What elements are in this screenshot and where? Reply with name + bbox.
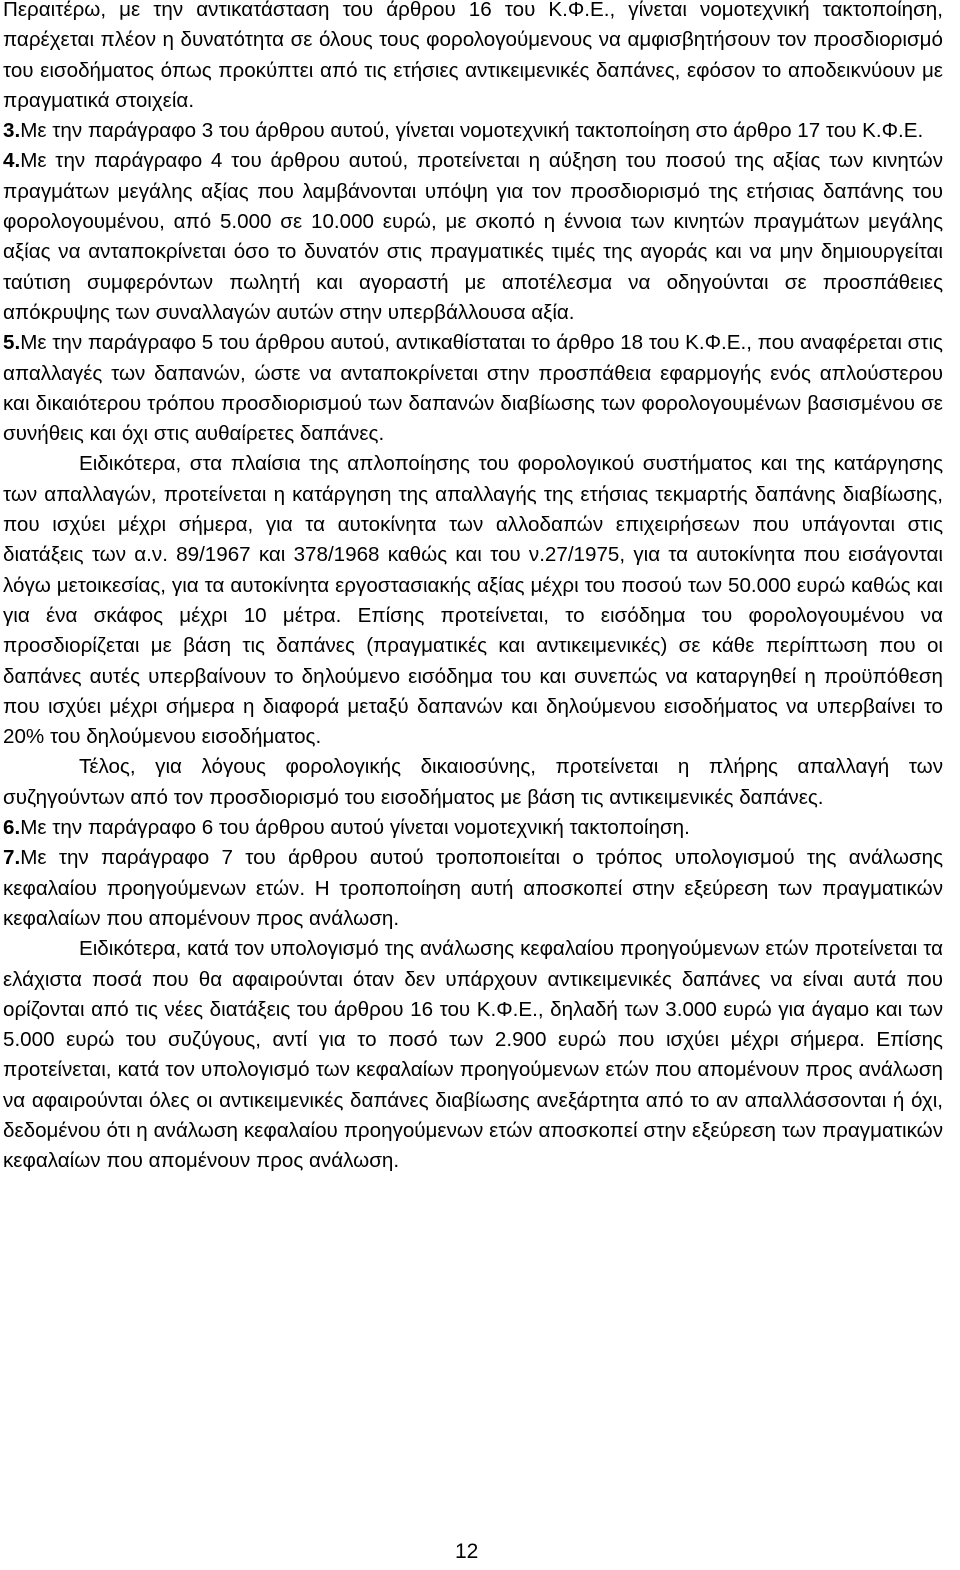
- paragraph-number: 6.: [3, 816, 21, 840]
- paragraph-number: 3.: [3, 119, 21, 143]
- paragraph-5: [3, 328, 943, 449]
- document-body: [3, 0, 943, 1177]
- paragraph-number: 7.: [3, 846, 21, 870]
- paragraph-7-details: [3, 934, 943, 1176]
- paragraph-5-conclusion: [3, 752, 943, 813]
- paragraph-6: [3, 813, 943, 843]
- paragraph-intro: [3, 0, 943, 116]
- page-number: 12: [455, 1540, 479, 1563]
- paragraph-text: Τέλος, για λόγους φορολογικής δικαιοσύνης, προτείνεται η πλήρης απαλλαγή των συζηγούντων από τον προσδιορισμό του εισοδήματος με βάση τις αντικειμενικές δαπάνες.: [3, 755, 943, 809]
- paragraph-number: 5.: [3, 331, 21, 355]
- paragraph-3: [3, 116, 943, 146]
- paragraph-text: Με την παράγραφο 4 του άρθρου αυτού, προτείνεται η αύξηση του ποσού της αξίας των κινητών πραγμάτων μεγάλης αξίας που λαμβάνονται υπόψη για τον προσδιορισμό της ετήσιας δαπάνης του φορολογουμένου, από 5.000 σε 10.000 ευρώ, με σκοπό η έννοια των κινητών πραγμάτων μεγάλης αξίας να ανταποκρίνεται όσο το δυνατόν στις πραγματικές τιμές της αγοράς και να μην δημιουργείται ταύτιση συμφερόντων πωλητή και αγοραστή με αποτέλεσμα να οδηγούνται σε προσπάθειες απόκρυψης των συναλλαγών αυτών στην υπερβάλλουσα αξία.: [3, 149, 943, 324]
- paragraph-text: Ειδικότερα, κατά τον υπολογισμό της ανάλωσης κεφαλαίου προηγούμενων ετών προτείνεται τα ελάχιστα ποσά που θα αφαιρούνται όταν δεν υπάρχουν αντικειμενικές δαπάνες να είναι αυτά που ορίζονται από τις νέες διατάξεις του άρθρου 16 του Κ.Φ.Ε., δηλαδή των 3.000 ευρώ για άγαμο και των 5.000 ευρώ του συζύγους, αντί για το ποσό των 2.900 ευρώ που ισχύει μέχρι σήμερα. Επίσης προτείνεται, κατά τον υπολογισμό των κεφαλαίων προηγούμενων ετών που απομένουν προς ανάλωση να αφαιρούνται όλες οι αντικειμενικές δαπάνες διαβίωσης ανεξάρτητα από το αν απαλλάσσονται ή όχι, δεδομένου ότι η ανάλωση κεφαλαίου προηγούμενων ετών αποσκοπεί στην εξεύρεση των πραγματικών κεφαλαίων που απομένουν προς ανάλωση.: [3, 937, 943, 1173]
- paragraph-text: Περαιτέρω, με την αντικατάσταση του άρθρου 16 του Κ.Φ.Ε., γίνεται νομοτεχνική τακτοποίηση, παρέχεται πλέον η δυνατότητα σε όλους τους φορολογούμενους να αμφισβητήσουν τον προσδιορισμό του εισοδήματος όπως προκύπτει από τις ετήσιες αντικειμενικές δαπάνες, εφόσον το αποδεικνύουν με πραγματικά στοιχεία.: [3, 0, 943, 112]
- paragraph-7: [3, 843, 943, 934]
- paragraph-text: Ειδικότερα, στα πλαίσια της απλοποίησης του φορολογικού συστήματος και της κατάργησης των απαλλαγών, προτείνεται η κατάργηση της απαλλαγής της ετήσιας τεκμαρτής δαπάνης διαβίωσης, που ισχύει μέχρι σήμερα, για τα αυτοκίνητα των αλλοδαπών επιχειρήσεων που υπάγονται στις διατάξεις των α.ν. 89/1967 και 378/1968 καθώς και του ν.27/1975, για τα αυτοκίνητα που εισάγονται λόγω μετοικεσίας, για τα αυτοκίνητα εργοστασιακής αξίας μέχρι του ποσού των 50.000 ευρώ καθώς και για ένα σκάφος μέχρι 10 μέτρα. Επίσης προτείνεται, το εισόδημα του φορολογουμένου να προσδιορίζεται με βάση τις δαπάνες (πραγματικές και αντικειμενικές) σε κάθε περίπτωση που οι δαπάνες αυτές υπερβαίνουν το δηλούμενο εισόδημα του και συνεπώς να καταργηθεί η προϋπόθεση που ισχύει μέχρι σήμερα η διαφορά μεταξύ δαπανών και δηλούμενου εισοδήματος να υπερβαίνει το 20% του δηλούμενου εισοδήματος.: [3, 452, 943, 749]
- paragraph-text: Με την παράγραφο 5 του άρθρου αυτού, αντικαθίσταται το άρθρο 18 του Κ.Φ.Ε., που αναφέρεται στις απαλλαγές των δαπανών, ώστε να ανταποκρίνεται στην προσπάθεια εφαρμογής ενός απλούστερου και δικαιότερου τρόπου προσδιορισμού των δαπανών διαβίωσης των φορολογουμένων βασισμένου σε συνήθεις και όχι στις αυθαίρετες δαπάνες.: [3, 331, 943, 446]
- paragraph-text: Με την παράγραφο 6 του άρθρου αυτού γίνεται νομοτεχνική τακτοποίηση.: [20, 816, 690, 840]
- paragraph-5-details: [3, 449, 943, 752]
- paragraph-text: Με την παράγραφο 3 του άρθρου αυτού, γίνεται νομοτεχνική τακτοποίηση στο άρθρο 17 του Κ.Φ.Ε.: [20, 119, 924, 143]
- paragraph-number: 4.: [3, 149, 21, 173]
- paragraph-text: Με την παράγραφο 7 του άρθρου αυτού τροποποιείται ο τρόπος υπολογισμού της ανάλωσης κεφαλαίου προηγούμενων ετών. Η τροποποίηση αυτή αποσκοπεί στην εξεύρεση των πραγματικών κεφαλαίων που απομένουν προς ανάλωση.: [3, 846, 943, 930]
- paragraph-4: [3, 146, 943, 328]
